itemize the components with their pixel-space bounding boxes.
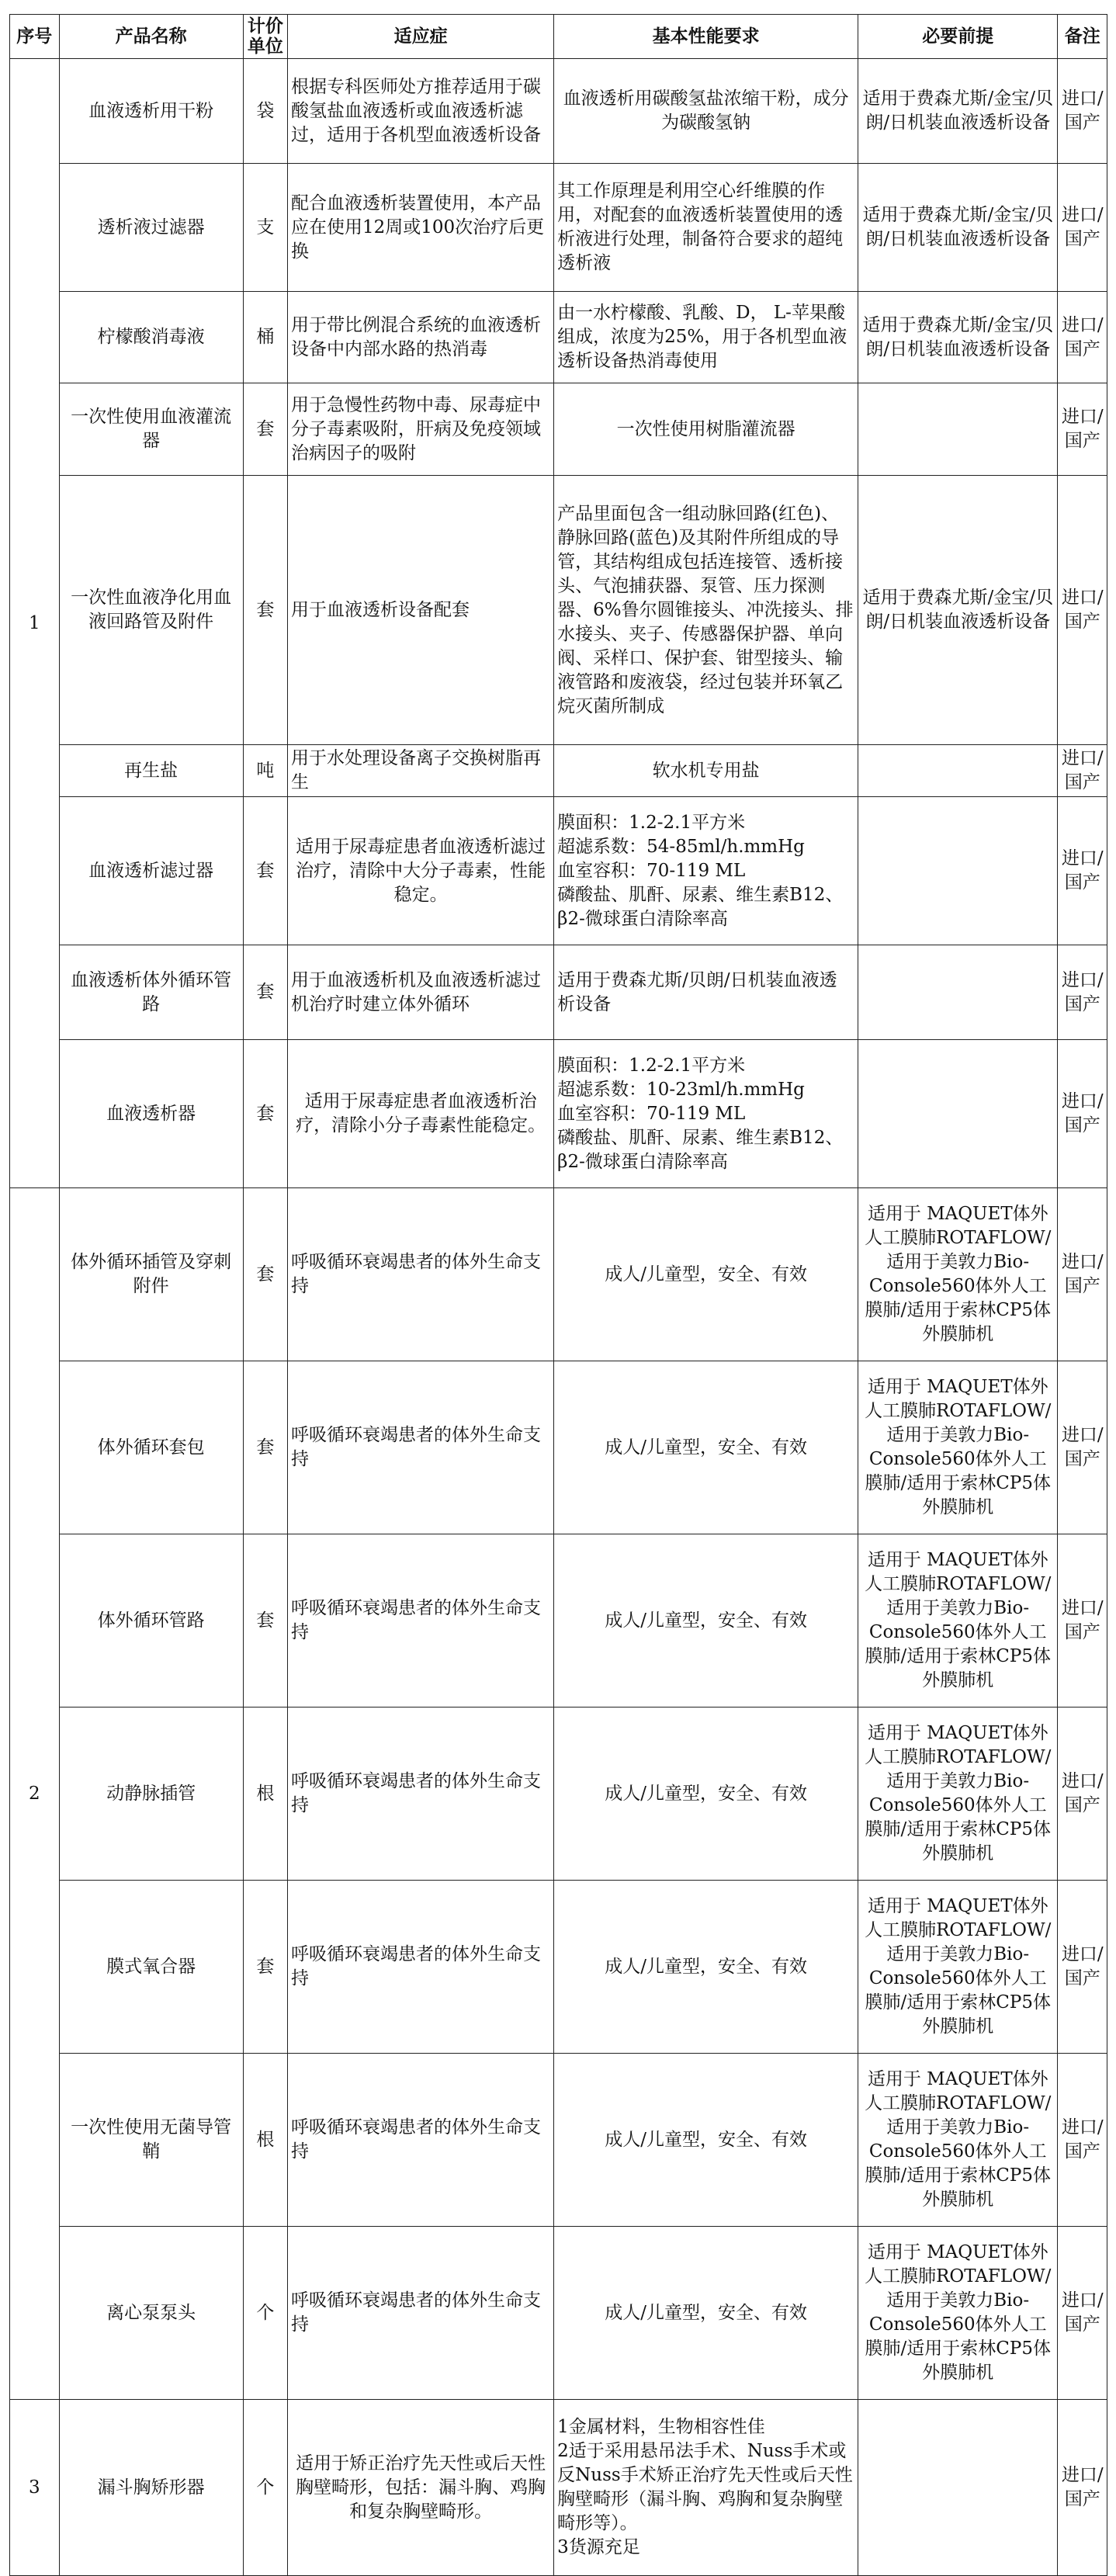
prerequisite: [858, 1040, 1058, 1188]
prerequisite: 适用于费森尤斯/金宝/贝朗/日机装血液透析设备: [858, 292, 1058, 383]
performance-requirement: 成人/儿童型，安全、有效: [554, 2054, 858, 2227]
note: 进口/国产: [1058, 1534, 1107, 1708]
indication: 呼吸循环衰竭患者的体外生命支持: [287, 2054, 553, 2227]
prerequisite: [858, 945, 1058, 1040]
indication: 呼吸循环衰竭患者的体外生命支持: [287, 1188, 553, 1361]
pricing-unit: 桶: [243, 292, 287, 383]
prerequisite: 适用于费森尤斯/金宝/贝朗/日机装血液透析设备: [858, 164, 1058, 292]
pricing-unit: 袋: [243, 59, 287, 164]
indication: 用于急慢性药物中毒、尿毒症中分子毒素吸附，肝病及免疫领域治病因子的吸附: [287, 383, 553, 476]
product-name: 柠檬酸消毒液: [59, 292, 243, 383]
indication: 适用于尿毒症患者血液透析治疗，清除小分子毒素性能稳定。: [287, 1040, 553, 1188]
table-row: [10, 292, 1107, 383]
header-performance: 基本性能要求: [554, 15, 858, 59]
pricing-unit: 吨: [243, 745, 287, 797]
table-row: [10, 745, 1107, 797]
note: 进口/国产: [1058, 1361, 1107, 1534]
product-name: 血液透析器: [59, 1040, 243, 1188]
pricing-unit: 套: [243, 1534, 287, 1708]
prerequisite: 适用于 MAQUET体外人工膜肺ROTAFLOW/适用于美敦力Bio-Console560体外人工膜肺/适用于索林CP5体外膜肺机: [858, 1881, 1058, 2054]
note: 进口/国产: [1058, 1040, 1107, 1188]
product-name: 膜式氧合器: [59, 1881, 243, 2054]
note: 进口/国产: [1058, 383, 1107, 476]
prerequisite: 适用于 MAQUET体外人工膜肺ROTAFLOW/适用于美敦力Bio-Console560体外人工膜肺/适用于索林CP5体外膜肺机: [858, 2054, 1058, 2227]
performance-requirement: 软水机专用盐: [554, 745, 858, 797]
prerequisite: 适用于 MAQUET体外人工膜肺ROTAFLOW/适用于美敦力Bio-Console560体外人工膜肺/适用于索林CP5体外膜肺机: [858, 1361, 1058, 1534]
table-row: [10, 383, 1107, 476]
product-name: 一次性血液净化用血液回路管及附件: [59, 476, 243, 745]
table-row: [10, 2227, 1107, 2400]
note: 进口/国产: [1058, 1708, 1107, 1881]
product-requirements-table: [9, 14, 1107, 2576]
indication: 适用于尿毒症患者血液透析滤过治疗，清除中大分子毒素，性能稳定。: [287, 797, 553, 945]
performance-requirement: 由一水柠檬酸、乳酸、D， L-苹果酸组成，浓度为25%，用于各机型血液透析设备热消毒使用: [554, 292, 858, 383]
product-name: 体外循环插管及穿刺附件: [59, 1188, 243, 1361]
table-row: [10, 2400, 1107, 2576]
product-name: 体外循环套包: [59, 1361, 243, 1534]
header-note: 备注: [1058, 15, 1107, 59]
note: 进口/国产: [1058, 745, 1107, 797]
performance-requirement: 一次性使用树脂灌流器: [554, 383, 858, 476]
note: 进口/国产: [1058, 945, 1107, 1040]
indication: 用于水处理设备离子交换树脂再生: [287, 745, 553, 797]
prerequisite: [858, 2400, 1058, 2576]
product-name: 离心泵泵头: [59, 2227, 243, 2400]
table-row: [10, 1881, 1107, 2054]
indication: 适用于矫正治疗先天性或后天性胸壁畸形，包括：漏斗胸、鸡胸和复杂胸壁畸形。: [287, 2400, 553, 2576]
group-number: 1: [10, 59, 60, 1188]
performance-requirement: 膜面积：1.2-2.1平方米 超滤系数：10-23ml/h.mmHg 血室容积：70-119 ML 磷酸盐、肌酐、尿素、维生素B12、β2-微球蛋白清除率高: [554, 1040, 858, 1188]
prerequisite: 适用于费森尤斯/金宝/贝朗/日机装血液透析设备: [858, 59, 1058, 164]
header-seq: 序号: [10, 15, 60, 59]
performance-requirement: 血液透析用碳酸氢盐浓缩干粉，成分为碳酸氢钠: [554, 59, 858, 164]
performance-requirement: 成人/儿童型，安全、有效: [554, 1361, 858, 1534]
pricing-unit: 套: [243, 1188, 287, 1361]
prerequisite: 适用于 MAQUET体外人工膜肺ROTAFLOW/适用于美敦力Bio-Console560体外人工膜肺/适用于索林CP5体外膜肺机: [858, 1534, 1058, 1708]
indication: 呼吸循环衰竭患者的体外生命支持: [287, 1881, 553, 2054]
table-row: [10, 945, 1107, 1040]
note: 进口/国产: [1058, 2400, 1107, 2576]
prerequisite: 适用于 MAQUET体外人工膜肺ROTAFLOW/适用于美敦力Bio-Console560体外人工膜肺/适用于索林CP5体外膜肺机: [858, 1708, 1058, 1881]
indication: 呼吸循环衰竭患者的体外生命支持: [287, 1361, 553, 1534]
indication: 配合血液透析装置使用，本产品应在使用12周或100次治疗后更换: [287, 164, 553, 292]
prerequisite: [858, 797, 1058, 945]
performance-requirement: 产品里面包含一组动脉回路(红色)、静脉回路(蓝色)及其附件所组成的导管，其结构组成包括连接管、透析接头、气泡捕获器、泵管、压力探测器、6%鲁尔圆锥接头、冲洗接头、排水接头、夹子、传感器保护器、单向阀、采样口、保护套、钳型接头、输液管路和废液袋，经过包装并环氧乙烷灭菌所制成: [554, 476, 858, 745]
product-name: 血液透析用干粉: [59, 59, 243, 164]
header-unit: 计价 单位: [243, 15, 287, 59]
indication: 用于血液透析设备配套: [287, 476, 553, 745]
performance-requirement: 其工作原理是利用空心纤维膜的作用，对配套的血液透析装置使用的透析液进行处理，制备符合要求的超纯透析液: [554, 164, 858, 292]
prerequisite: 适用于费森尤斯/金宝/贝朗/日机装血液透析设备: [858, 476, 1058, 745]
group-number: 2: [10, 1188, 60, 2400]
table-row: [10, 2054, 1107, 2227]
table-row: [10, 797, 1107, 945]
table-row: [10, 476, 1107, 745]
performance-requirement: 膜面积：1.2-2.1平方米 超滤系数：54-85ml/h.mmHg 血室容积：70-119 ML 磷酸盐、肌酐、尿素、维生素B12、β2-微球蛋白清除率高: [554, 797, 858, 945]
pricing-unit: 根: [243, 2054, 287, 2227]
table-row: [10, 1361, 1107, 1534]
header-indication: 适应症: [287, 15, 553, 59]
product-name: 漏斗胸矫形器: [59, 2400, 243, 2576]
table-row: [10, 1708, 1107, 1881]
note: 进口/国产: [1058, 59, 1107, 164]
indication: 呼吸循环衰竭患者的体外生命支持: [287, 1708, 553, 1881]
note: 进口/国产: [1058, 2227, 1107, 2400]
performance-requirement: 1金属材料，生物相容性佳 2适于采用悬吊法手术、Nuss手术或反Nuss手术矫正治疗先天性或后天性胸壁畸形（漏斗胸、鸡胸和复杂胸壁畸形等）。 3货源充足: [554, 2400, 858, 2576]
indication: 呼吸循环衰竭患者的体外生命支持: [287, 1534, 553, 1708]
header-prerequisite: 必要前提: [858, 15, 1058, 59]
note: 进口/国产: [1058, 797, 1107, 945]
performance-requirement: 成人/儿童型，安全、有效: [554, 1881, 858, 2054]
table-row: [10, 164, 1107, 292]
pricing-unit: 套: [243, 797, 287, 945]
indication: 用于带比例混合系统的血液透析设备中内部水路的热消毒: [287, 292, 553, 383]
note: 进口/国产: [1058, 292, 1107, 383]
pricing-unit: 支: [243, 164, 287, 292]
pricing-unit: 套: [243, 1881, 287, 2054]
pricing-unit: 套: [243, 1040, 287, 1188]
indication: 用于血液透析机及血液透析滤过机治疗时建立体外循环: [287, 945, 553, 1040]
prerequisite: [858, 383, 1058, 476]
performance-requirement: 成人/儿童型，安全、有效: [554, 1188, 858, 1361]
performance-requirement: 成人/儿童型，安全、有效: [554, 2227, 858, 2400]
product-name: 血液透析体外循环管路: [59, 945, 243, 1040]
product-name: 再生盐: [59, 745, 243, 797]
performance-requirement: 成人/儿童型，安全、有效: [554, 1708, 858, 1881]
prerequisite: 适用于 MAQUET体外人工膜肺ROTAFLOW/适用于美敦力Bio-Console560体外人工膜肺/适用于索林CP5体外膜肺机: [858, 1188, 1058, 1361]
table-row: [10, 1534, 1107, 1708]
pricing-unit: 套: [243, 945, 287, 1040]
product-name: 体外循环管路: [59, 1534, 243, 1708]
pricing-unit: 套: [243, 383, 287, 476]
pricing-unit: 个: [243, 2227, 287, 2400]
note: 进口/国产: [1058, 476, 1107, 745]
pricing-unit: 套: [243, 1361, 287, 1534]
performance-requirement: 适用于费森尤斯/贝朗/日机装血液透析设备: [554, 945, 858, 1040]
product-name: 一次性使用无菌导管鞘: [59, 2054, 243, 2227]
product-name: 血液透析滤过器: [59, 797, 243, 945]
table-row: [10, 1188, 1107, 1361]
note: 进口/国产: [1058, 2054, 1107, 2227]
product-name: 透析液过滤器: [59, 164, 243, 292]
pricing-unit: 个: [243, 2400, 287, 2576]
product-name: 一次性使用血液灌流器: [59, 383, 243, 476]
performance-requirement: 成人/儿童型，安全、有效: [554, 1534, 858, 1708]
table-row: [10, 1040, 1107, 1188]
note: 进口/国产: [1058, 1881, 1107, 2054]
note: 进口/国产: [1058, 164, 1107, 292]
header-product-name: 产品名称: [59, 15, 243, 59]
indication: 呼吸循环衰竭患者的体外生命支持: [287, 2227, 553, 2400]
table-row: [10, 59, 1107, 164]
pricing-unit: 套: [243, 476, 287, 745]
note: 进口/国产: [1058, 1188, 1107, 1361]
prerequisite: [858, 745, 1058, 797]
table-header-row: [10, 15, 1107, 59]
pricing-unit: 根: [243, 1708, 287, 1881]
indication: 根据专科医师处方推荐适用于碳酸氢盐血液透析或血液透析滤过，适用于各机型血液透析设备: [287, 59, 553, 164]
product-name: 动静脉插管: [59, 1708, 243, 1881]
prerequisite: 适用于 MAQUET体外人工膜肺ROTAFLOW/适用于美敦力Bio-Console560体外人工膜肺/适用于索林CP5体外膜肺机: [858, 2227, 1058, 2400]
group-number: 3: [10, 2400, 60, 2576]
